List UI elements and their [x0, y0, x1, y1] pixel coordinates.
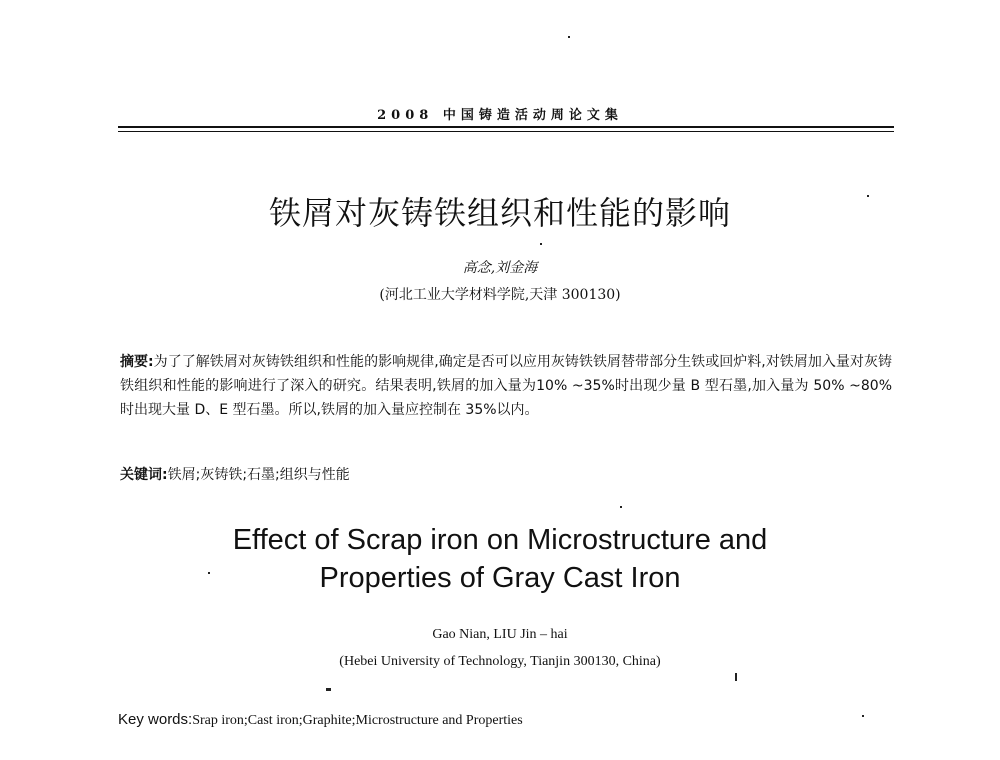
- english-affiliation: (Hebei University of Technology, Tianjin 300130, China): [339, 654, 661, 669]
- header-rule-thick: [118, 126, 894, 128]
- chinese-keywords-label: 关键词:: [120, 467, 168, 483]
- chinese-keywords: [120, 464, 350, 484]
- chinese-title: 铁屑对灰铸铁组织和性能的影响: [268, 194, 731, 232]
- english-keywords-text: Srap iron;Cast iron;Graphite;Microstructure and Properties: [192, 713, 523, 728]
- english-title-line-2: Properties of Gray Cast Iron: [319, 562, 681, 594]
- scan-speck: [326, 688, 331, 691]
- header-rule-thin: [118, 131, 894, 132]
- english-keywords-label: Key words:: [118, 711, 193, 728]
- scan-speck: [620, 506, 622, 508]
- abstract-label: 摘要:: [120, 354, 154, 370]
- english-authors: Gao Nian, LIU Jin – hai: [432, 627, 568, 642]
- scan-speck: [568, 36, 570, 38]
- chinese-affiliation: (河北工业大学材料学院,天津 300130): [379, 287, 621, 303]
- scan-speck: [867, 195, 869, 197]
- english-keywords: [118, 711, 523, 729]
- chinese-authors: 高念,刘金海: [462, 260, 538, 276]
- english-title-line-1: Effect of Scrap iron on Microstructure and: [232, 524, 768, 556]
- scan-speck: [540, 243, 542, 245]
- abstract-text: 为了了解铁屑对灰铸铁组织和性能的影响规律,确定是否可以应用灰铸铁铁屑替带部分生铁或回炉料,对铁屑加入量对灰铸铁组织和性能的影响进行了深入的研究。结果表明,铁屑的加入量为10% ~35%时出现少量 B 型石墨,加入量为 50% ~80%时出现大量 D、E 型石墨。所以,铁屑的加入量应控制在 35%以内。: [120, 354, 892, 418]
- scan-speck: [862, 715, 864, 717]
- chinese-abstract: [120, 350, 892, 422]
- scan-speck: [735, 673, 737, 681]
- running-header: 2008 中国铸造活动周论文集: [377, 108, 623, 123]
- scan-speck: [208, 572, 210, 574]
- chinese-keywords-text: 铁屑;灰铸铁;石墨;组织与性能: [167, 467, 350, 483]
- english-title: [0, 521, 1000, 597]
